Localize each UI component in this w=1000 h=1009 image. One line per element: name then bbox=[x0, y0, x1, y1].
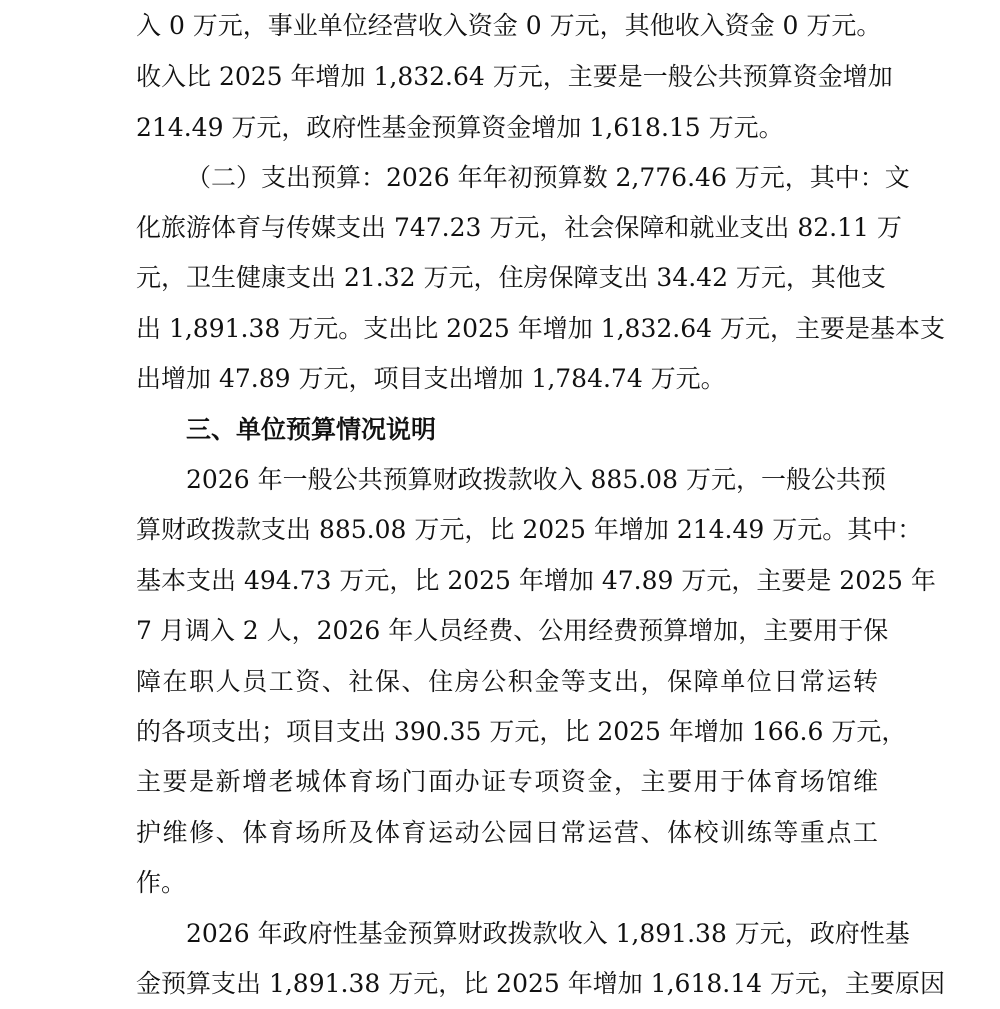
paragraph-line: 2026 年政府性基金预算财政拨款收入 1,891.38 万元，政府性基 bbox=[186, 919, 910, 948]
paragraph-line: 7 月调入 2 人，2026 年人员经费、公用经费预算增加，主要用于保 bbox=[136, 616, 889, 645]
paragraph-line: 出增加 47.89 万元，项目支出增加 1,784.74 万元。 bbox=[136, 364, 726, 393]
paragraph-line: 基本支出 494.73 万元，比 2025 年增加 47.89 万元，主要是 2025 年 bbox=[136, 566, 936, 595]
paragraph-line: 元，卫生健康支出 21.32 万元，住房保障支出 34.42 万元，其他支 bbox=[136, 263, 886, 292]
section-heading: 三、单位预算情况说明 bbox=[186, 415, 437, 444]
paragraph-line: 算财政拨款支出 885.08 万元，比 2025 年增加 214.49 万元。其中： bbox=[136, 515, 923, 544]
paragraph-line: 收入比 2025 年增加 1,832.64 万元，主要是一般公共预算资金增加 bbox=[136, 62, 893, 91]
paragraph-line: 出 1,891.38 万元。支出比 2025 年增加 1,832.64 万元，主要是基本支 bbox=[136, 314, 945, 343]
paragraph-line: 的各项支出；项目支出 390.35 万元，比 2025 年增加 166.6 万元， bbox=[136, 717, 907, 746]
paragraph-line: 214.49 万元，政府性基金预算资金增加 1,618.15 万元。 bbox=[136, 113, 784, 142]
paragraph-line: 障在职人员工资、社保、住房公积金等支出，保障单位日常运转 bbox=[136, 667, 878, 696]
paragraph-line: 主要是新增老城体育场门面办证专项资金，主要用于体育场馆维 bbox=[136, 767, 878, 796]
paragraph-line: 入 0 万元，事业单位经营收入资金 0 万元，其他收入资金 0 万元。 bbox=[136, 11, 882, 40]
paragraph-line: 金预算支出 1,891.38 万元，比 2025 年增加 1,618.14 万元，主要原因 bbox=[136, 969, 945, 998]
paragraph-line: 2026 年一般公共预算财政拨款收入 885.08 万元，一般公共预 bbox=[186, 465, 886, 494]
paragraph-line: 作。 bbox=[136, 868, 187, 897]
paragraph-line: （二）支出预算：2026 年年初预算数 2,776.46 万元，其中：文 bbox=[186, 163, 910, 192]
paragraph-line: 化旅游体育与传媒支出 747.23 万元，社会保障和就业支出 82.11 万 bbox=[136, 213, 902, 242]
paragraph-line: 护维修、体育场所及体育运动公园日常运营、体校训练等重点工 bbox=[136, 818, 878, 847]
